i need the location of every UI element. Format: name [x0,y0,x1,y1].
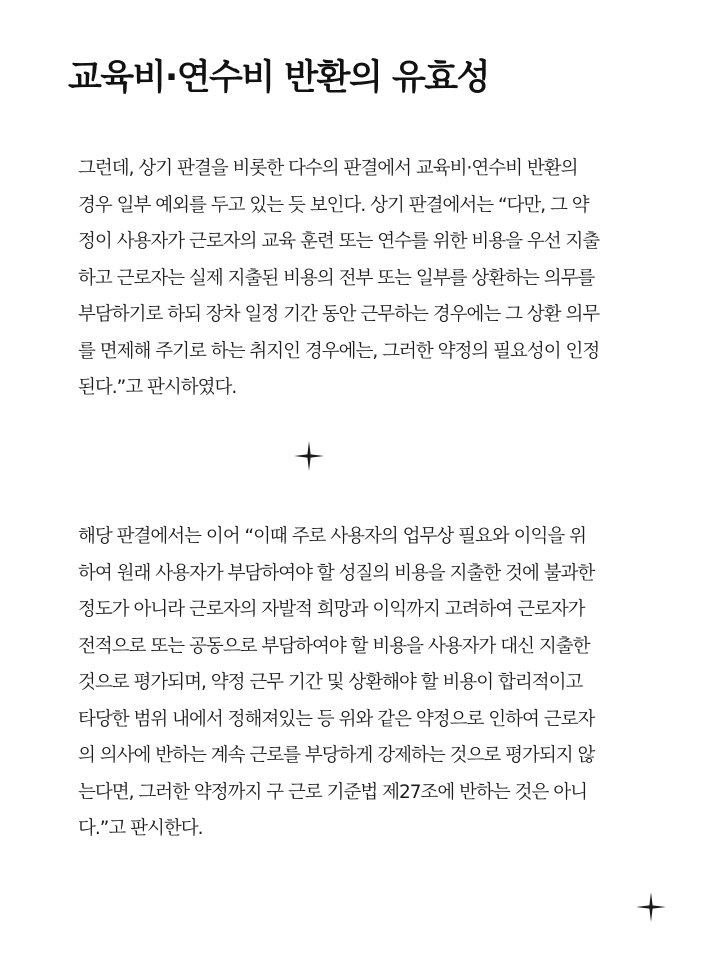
sparkle-icon [636,892,666,922]
paragraph-line: 의 의사에 반하는 계속 근로를 부당하게 강제하는 것으로 평가되지 않 [78,745,595,766]
paragraph-line: 하여 원래 사용자가 부담하여야 할 성질의 비용을 지출한 것에 불과한 [78,562,595,584]
paragraph-line: 것으로 평가되며, 약정 근무 기간 및 상환해야 할 비용이 합리적이고 [78,672,583,693]
paragraph-line: 다.”고 판시한다. [78,818,203,839]
paragraph-line: 는다면, 그러한 약정까지 구 근로 기준법 제27조에 반하는 것은 아니 [78,781,587,803]
paragraph-line: 전적으로 또는 공동으로 부담하여야 할 비용을 사용자가 대신 지출한 [78,635,590,657]
paragraph-line: 된다.”고 판시하였다. [78,377,237,398]
paragraph-line: 정이 사용자가 근로자의 교육 훈련 또는 연수를 위한 비용을 우선 지출 [78,231,600,252]
paragraph-line: 정도가 아니라 근로자의 자발적 희망과 이익까지 고려하여 근로자가 [78,599,585,620]
page-title: 교육비·연수비 반환의 유효성 [68,58,489,98]
paragraph-1 [78,154,648,410]
paragraph-line: 부담하기로 하되 장차 일정 기간 동안 근무하는 경우에는 그 상환 의무 [78,304,600,325]
paragraph-2 [78,522,648,851]
paragraph-line: 해당 판결에서는 이어 “이때 주로 사용자의 업무상 필요와 이익을 위 [78,526,587,547]
paragraph-line: 타당한 범위 내에서 정해져있는 등 위와 같은 약정으로 인하여 근로자 [78,708,595,730]
paragraph-line: 하고 근로자는 실제 지출된 비용의 전부 또는 일부를 상환하는 의무를 [78,267,595,289]
paragraph-line: 그런데, 상기 판결을 비롯한 다수의 판결에서 교육비·연수비 반환의 [78,158,578,179]
sparkle-icon [294,441,324,471]
paragraph-line: 경우 일부 예외를 두고 있는 듯 보인다. 상기 판결에서는 “다만, 그 약 [78,194,589,216]
paragraph-line: 를 면제해 주기로 하는 취지인 경우에는, 그러한 약정의 필요성이 인정 [78,340,600,362]
